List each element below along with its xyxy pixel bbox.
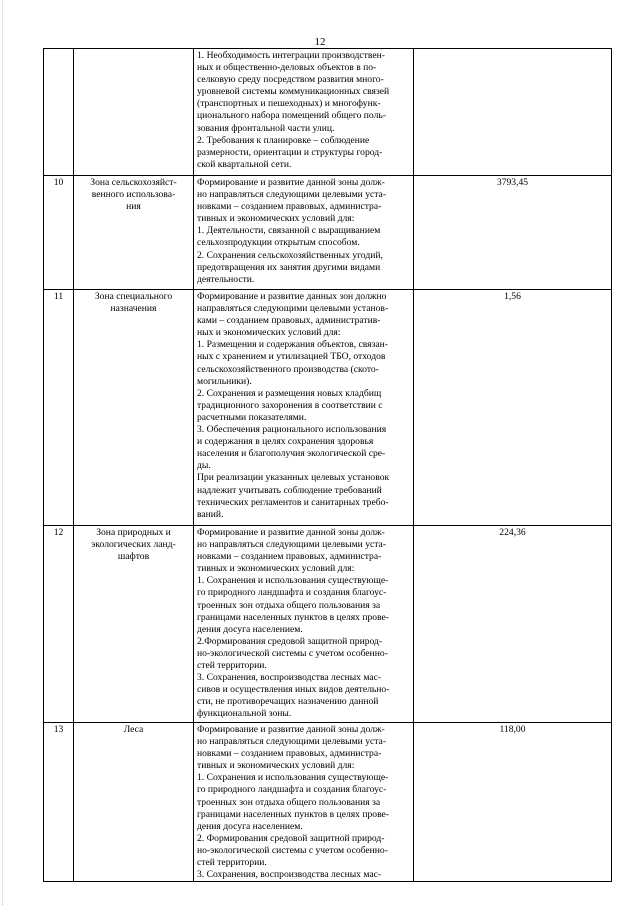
description-line: 1. Размещения и содержания объектов, связан- <box>197 339 388 351</box>
description-line: селковую среду посредством развития много- <box>197 74 384 86</box>
description-line: ды. <box>197 460 211 472</box>
description-line: границами населенных пунктов в целях прове- <box>197 808 389 820</box>
zone-description <box>194 49 414 176</box>
description-line: сивов и осуществления иных видов деятельно- <box>197 684 390 696</box>
description-line: функциональной зоны. <box>197 708 292 720</box>
description-line: направляться следующими целевыми установ- <box>197 303 389 315</box>
description-line: надлежит учитывать соблюдение требований <box>197 484 382 496</box>
description-line: 2. Требования к планировке – соблюдение <box>197 134 370 146</box>
description-line: 2. Сохранения сельскохозяйственных угодий, <box>197 249 383 261</box>
description-line: го природного ландшафта и создания благоус- <box>197 587 387 599</box>
zone-area-value: 3793,45 <box>414 176 612 290</box>
table-row <box>44 290 612 526</box>
zone-name-line: Зона сельскохозяйст- <box>90 177 177 188</box>
description-line: уровневой системы коммуникационных связей <box>197 86 390 98</box>
description-line: сти, не противоречащих назначению данной <box>197 696 379 708</box>
zone-area-value: 224,36 <box>414 526 612 723</box>
zone-name <box>74 526 194 723</box>
description-line: 2. Сохранения и размещения новых кладбищ <box>197 387 382 399</box>
description-line: сельскохозяйственного производства (ското- <box>197 363 379 375</box>
zone-name <box>74 723 194 882</box>
zone-description <box>194 526 414 723</box>
zone-name-line: Леса <box>123 724 144 735</box>
page-number: 12 <box>314 36 326 48</box>
zone-name <box>74 176 194 290</box>
description-line: дения досуга населением. <box>197 623 303 635</box>
row-number: 13 <box>44 723 74 882</box>
description-line: ционального набора помещений общего поль- <box>197 110 386 122</box>
zone-area-value: 118,00 <box>414 723 612 882</box>
row-number: 12 <box>44 526 74 723</box>
description-line: тивных и экономических условий для: <box>197 760 355 772</box>
description-line: границами населенных пунктов в целях прове- <box>197 611 389 623</box>
description-line: Формирование и развитие данных зон должно <box>197 291 387 302</box>
row-number <box>44 49 74 176</box>
description-line: населения и благополучия экологической сре- <box>197 448 386 460</box>
scan-margin-line <box>2 0 4 905</box>
description-line: зования фронтальной части улиц. <box>197 122 335 134</box>
description-line: могильники). <box>197 375 252 387</box>
description-line: но-экологической системы с учетом особенно- <box>197 844 388 856</box>
description-line: стей территории. <box>197 857 267 869</box>
description-line: 1. Необходимость интеграции производствен- <box>197 50 385 61</box>
zone-name-line: экологических ланд- <box>91 539 176 551</box>
description-line: 2.Формирования средовой защитной природ- <box>197 635 383 647</box>
description-line: тивных и экономических условий для: <box>197 563 355 575</box>
description-line: технических регламентов и санитарных требо- <box>197 496 389 508</box>
description-line: ской квартальной сети. <box>197 158 292 170</box>
description-line: го природного ландшафта и создания благоус- <box>197 784 387 796</box>
description-line: новками – созданием правовых, администра- <box>197 551 382 563</box>
description-line: и содержания в целях сохранения здоровья <box>197 436 374 448</box>
description-line: ваний. <box>197 508 224 520</box>
zone-name <box>74 49 194 176</box>
description-line: новками – созданием правовых, администра- <box>197 748 382 760</box>
table-row <box>44 176 612 290</box>
description-line: При реализации указанных целевых установок <box>197 472 390 484</box>
description-line: троенных зон отдыха общего пользования за <box>197 599 381 611</box>
description-line: 3. Сохранения, воспроизводства лесных мас- <box>197 869 382 881</box>
description-line: Формирование и развитие данной зоны долж- <box>197 177 385 188</box>
description-line: дения досуга населением. <box>197 820 303 832</box>
description-line: 1. Деятельности, связанной с выращиванием <box>197 225 381 237</box>
description-line: Формирование и развитие данной зоны долж- <box>197 724 385 735</box>
description-line: но направляться следующими целевыми уста- <box>197 189 387 201</box>
description-line: тивных и экономических условий для: <box>197 213 355 225</box>
description-line: ных с хранением и утилизацией ТБО, отходов <box>197 351 386 363</box>
description-line: деятельности. <box>197 273 255 285</box>
table-row <box>44 723 612 882</box>
description-line: Формирование и развитие данной зоны долж- <box>197 527 385 538</box>
description-line: 1. Сохранения и использования существующе- <box>197 575 389 587</box>
description-line: стей территории. <box>197 660 267 672</box>
zone-name-line: назначения <box>110 303 157 315</box>
zone-area-value <box>414 49 612 176</box>
zone-description <box>194 176 414 290</box>
description-line: 3. Сохранения, воспроизводства лесных мас- <box>197 672 382 684</box>
description-line: троенных зон отдыха общего пользования за <box>197 796 381 808</box>
zone-name-line: венного использова- <box>91 189 176 201</box>
description-line: ных и общественно-деловых объектов в по- <box>197 62 377 74</box>
zone-name-line: Зона специального <box>94 291 173 302</box>
description-line: расчетными показателями. <box>197 411 307 423</box>
description-line: ных и экономических условий для: <box>197 327 341 339</box>
zone-name-line: шафтов <box>117 551 150 563</box>
zone-name <box>74 290 194 526</box>
zones-table <box>43 48 612 882</box>
description-line: сельхозпродукции открытым способом. <box>197 237 360 249</box>
description-line: но-экологической системы с учетом особенно- <box>197 647 388 659</box>
description-line: традиционного захоронения в соответствии с <box>197 399 383 411</box>
description-line: 3. Обеспечения рационального использования <box>197 424 387 436</box>
zone-area-value: 1,56 <box>414 290 612 526</box>
description-line: предотвращения их занятия другими видами <box>197 261 381 273</box>
description-line: 1. Сохранения и использования существующе- <box>197 772 389 784</box>
table-row <box>44 526 612 723</box>
row-number: 10 <box>44 176 74 290</box>
description-line: размерности, ориентации и структуры город- <box>197 146 383 158</box>
description-line: (транспортных и пешеходных) и многофунк- <box>197 98 381 110</box>
table-row <box>44 49 612 176</box>
description-line: но направляться следующими целевыми уста- <box>197 736 387 748</box>
zone-description <box>194 723 414 882</box>
description-line: ками – созданием правовых, административ- <box>197 315 381 327</box>
description-line: новками – созданием правовых, администра- <box>197 201 382 213</box>
description-line: но направляться следующими целевыми уста- <box>197 539 387 551</box>
zone-name-line: Зона природных и <box>96 527 171 538</box>
row-number: 11 <box>44 290 74 526</box>
description-line: 2. Формирования средовой защитной природ- <box>197 832 385 844</box>
zone-name-line: ния <box>126 201 141 213</box>
zone-description <box>194 290 414 526</box>
